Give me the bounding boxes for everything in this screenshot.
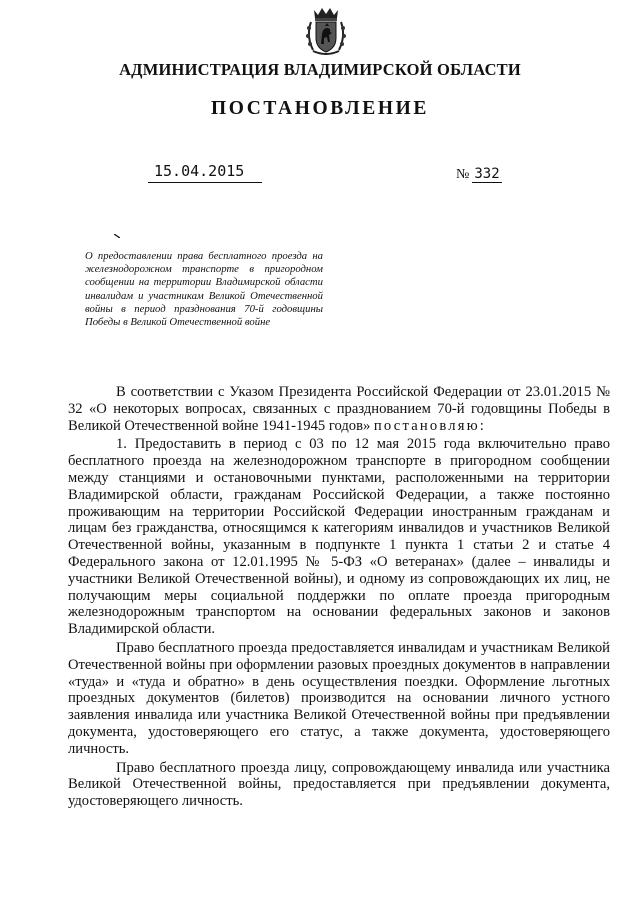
document-body: [68, 384, 610, 810]
clause-1-paragraph: 1. Предоставить в период с 03 по 12 мая 2015 года включительно право бесплатного проезда на железнодорожном транспорте в пригородном сообщении между станциями и остановочными пунктами, расположенными на территории Владимирской области, гражданам Российской Федерации, а также постоянно проживающим на территории Российской Федерации иностранным гражданам и лицам без гражданства, относящимся к категориям инвалидов и участников Великой Отечественной войны, указанным в подпункте 1 пункта 1 статьи 2 и статье 4 Федерального закона от 12.01.1995 № 5-ФЗ «О ветеранах» (далее – инвалиды и участники Великой Отечественной войны), и одному из сопровождающих их лиц, не получающим меры социальной поддержки по оплате проезда пригородным железнодорожным транспортом на основании федеральных законов и законов Владимирской области.: [68, 436, 610, 638]
pen-mark-icon: [114, 234, 120, 238]
clause-1-right-paragraph: Право бесплатного проезда предоставляется инвалидам и участникам Великой Отечественной войны при оформлении разовых проездных документов в направлении «туда» и «туда и обратно» в день осуществления поездки. Оформление льготных проездных документов (билетов) производится на основании личного устного заявления инвалида или участника Великой Отечественной войны при предъявлении документа, удостоверяющего его статус, а также документа, удостоверяющего личность.: [68, 639, 610, 757]
number-sign: №: [456, 167, 470, 182]
clause-1-escort-paragraph: Право бесплатного проезда лицу, сопровождающему инвалида или участника Великой Отечественной войны, предоставляется при предъявлении документа, удостоверяющего личность.: [68, 759, 610, 810]
document-type: ПОСТАНОВЛЕНИЕ: [210, 98, 430, 119]
preamble-action: постановляю:: [373, 417, 487, 434]
number-value: 332: [474, 166, 500, 182]
preamble-paragraph: [68, 384, 610, 434]
preamble-text: В соответствии с Указом Президента Российской Федерации от 23.01.2015 № 32 «О некоторых вопросах, связанных с празднованием 70-й годовщины Победы в Великой Отечественной войне 1941-1945 годов»: [68, 384, 610, 434]
organization-name: АДМИНИСТРАЦИЯ ВЛАДИМИРСКОЙ ОБЛАСТИ: [119, 60, 521, 79]
document-date: 15.04.2015: [148, 162, 262, 183]
coat-of-arms-icon: [305, 6, 347, 56]
document-subject: О предоставлении права бесплатного проезда на железнодорожном транспорте в пригородном сообщении на территории Владимирской области инвалидам и участникам Великой Отечественной войны в период празднования 70-й годовщины Победы в Великой Отечественной войне: [85, 250, 323, 329]
document-number: [456, 166, 516, 184]
